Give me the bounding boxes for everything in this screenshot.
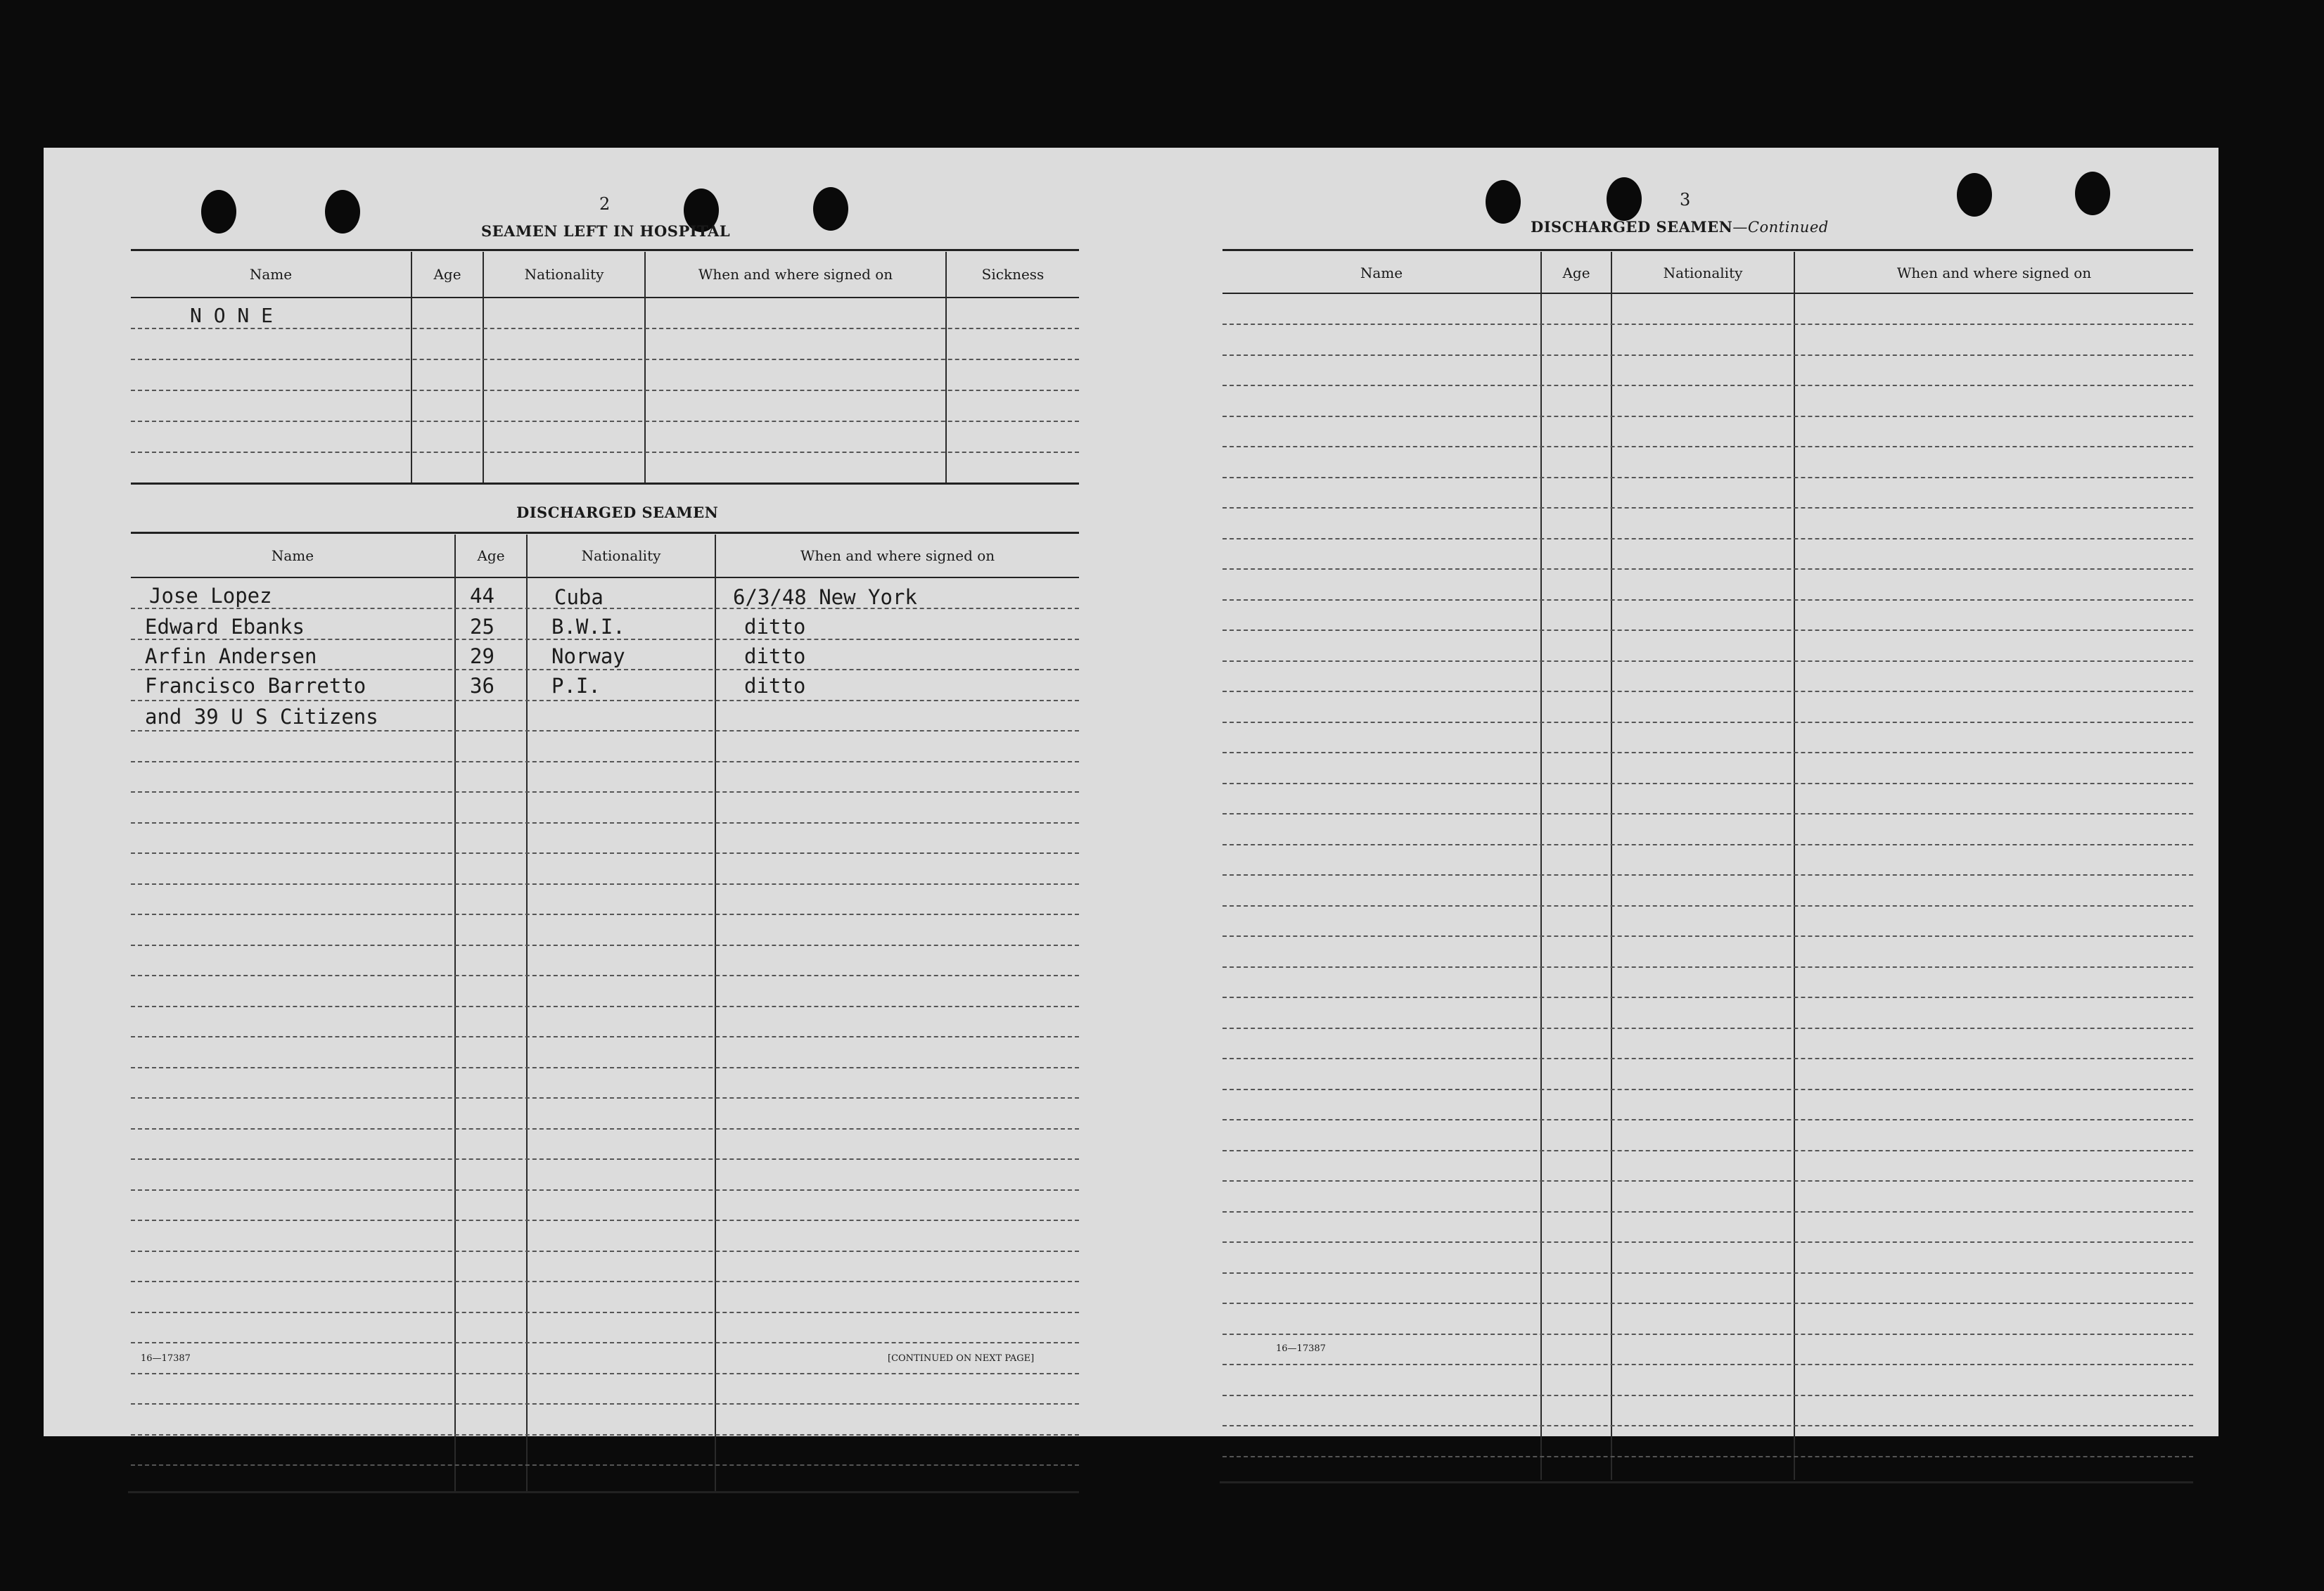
row-3-nationality: Norway: [551, 644, 625, 668]
ruled-line: [1222, 385, 2193, 386]
hospital-col-divider: [411, 252, 412, 483]
ruled-line: [1222, 1456, 2193, 1457]
ruled-line: [131, 359, 1079, 360]
ruled-line: [131, 1220, 1079, 1221]
ruled-line: [1222, 966, 2193, 968]
hospital-table-header-rule: [131, 297, 1079, 298]
ruled-line: [1222, 1119, 2193, 1120]
ruled-line: [1222, 935, 2193, 937]
ruled-line: [1222, 538, 2193, 539]
hospital-col-divider: [945, 252, 947, 483]
ruled-line: [131, 1312, 1079, 1313]
hospital-col-divider: [483, 252, 484, 483]
row-5-name: and 39 U S Citizens: [145, 705, 378, 729]
row-4-name: Francisco Barretto: [145, 674, 366, 698]
ruled-line: [1222, 844, 2193, 845]
ruled-line: [131, 852, 1079, 854]
ruled-line: [1222, 324, 2193, 325]
ruled-line: [131, 1158, 1079, 1160]
ruled-line: [131, 1189, 1079, 1191]
right-col-divider: [1540, 252, 1542, 1480]
ruled-line: [1222, 1425, 2193, 1426]
ruled-line: [131, 700, 1079, 701]
ruled-line: [131, 1128, 1079, 1130]
ruled-line: [1222, 354, 2193, 356]
row-1-age: 44: [470, 584, 494, 608]
ruled-line: [1222, 660, 2193, 662]
ruled-line: [1222, 813, 2193, 814]
right-page: [1183, 148, 2218, 1436]
ruled-line: [131, 608, 1079, 609]
form-number: 16—17387: [141, 1353, 191, 1364]
ruled-line: [131, 1067, 1079, 1068]
discharged-col-divider: [715, 535, 716, 1491]
ruled-line: [1222, 905, 2193, 907]
hospital-none-entry: N O N E: [190, 304, 274, 327]
ruled-line: [131, 1434, 1079, 1436]
right-col-divider: [1611, 252, 1612, 1480]
right-table-bottom-rule: [1220, 1481, 2193, 1483]
ruled-line: [1222, 630, 2193, 631]
row-4-signed-on: ditto: [744, 674, 806, 698]
ruled-line: [1222, 783, 2193, 784]
ruled-line: [1222, 1272, 2193, 1274]
right-header-nationality: Nationality: [1663, 264, 1743, 281]
discharged-header-age: Age: [477, 547, 505, 564]
ruled-line: [1222, 1395, 2193, 1396]
ruled-line: [1222, 446, 2193, 447]
row-4-nationality: P.I.: [551, 674, 601, 698]
row-1-signed-on: 6/3/48 New York: [733, 585, 917, 609]
ruled-line: [1222, 997, 2193, 998]
ruled-line: [1222, 599, 2193, 601]
hospital-header-age: Age: [433, 266, 461, 283]
hospital-header-sickness: Sickness: [981, 266, 1045, 283]
ruled-line: [1222, 874, 2193, 876]
ruled-line: [131, 730, 1079, 731]
ruled-line: [1222, 722, 2193, 723]
right-header-age: Age: [1562, 264, 1590, 281]
ruled-line: [1222, 1303, 2193, 1304]
ruled-line: [1222, 1364, 2193, 1365]
ruled-line: [1222, 1334, 2193, 1335]
hospital-header-name: Name: [249, 266, 293, 283]
row-3-name: Arfin Andersen: [145, 644, 317, 668]
ruled-line: [131, 452, 1079, 453]
ruled-line: [1222, 1180, 2193, 1182]
ruled-line: [131, 975, 1079, 976]
discharged-table-top-rule: [131, 532, 1079, 534]
ruled-line: [1222, 1211, 2193, 1213]
continued-note: [CONTINUED ON NEXT PAGE]: [888, 1353, 1035, 1364]
ruled-line: [131, 1464, 1079, 1466]
ruled-line: [131, 421, 1079, 422]
right-table-header-rule: [1222, 293, 2193, 294]
ruled-line: [131, 1281, 1079, 1282]
row-3-signed-on: ditto: [744, 644, 806, 668]
hospital-section-title: SEAMEN LEFT IN HOSPITAL: [481, 222, 731, 240]
discharged-col-divider: [454, 535, 456, 1491]
hospital-col-divider: [644, 252, 646, 483]
ruled-line: [1222, 568, 2193, 570]
row-1-name: Jose Lopez: [149, 584, 272, 608]
discharged-table-header-rule: [131, 577, 1079, 578]
right-table-top-rule: [1222, 249, 2193, 251]
ruled-line: [131, 945, 1079, 946]
right-header-name: Name: [1360, 264, 1403, 281]
ruled-line: [131, 761, 1079, 762]
row-4-age: 36: [470, 674, 494, 698]
hospital-header-signed-on: When and where signed on: [698, 266, 893, 283]
ruled-line: [131, 1373, 1079, 1374]
ruled-line: [1222, 1089, 2193, 1090]
ruled-line: [131, 914, 1079, 915]
row-2-signed-on: ditto: [744, 615, 806, 639]
ruled-line: [131, 390, 1079, 391]
ruled-line: [131, 669, 1079, 670]
ruled-line: [131, 822, 1079, 824]
page-number: 2: [599, 194, 611, 214]
row-2-age: 25: [470, 615, 494, 639]
ruled-line: [131, 328, 1079, 329]
ruled-line: [1222, 1241, 2193, 1243]
page-number: 3: [1680, 190, 1691, 210]
discharged-header-nationality: Nationality: [581, 547, 661, 564]
row-3-age: 29: [470, 644, 494, 668]
ruled-line: [131, 1403, 1079, 1405]
ruled-line: [1222, 477, 2193, 478]
row-2-nationality: B.W.I.: [551, 615, 625, 639]
discharged-section-title: DISCHARGED SEAMEN: [516, 504, 719, 521]
form-number: 16—17387: [1276, 1343, 1326, 1354]
ruled-line: [1222, 1028, 2193, 1029]
row-2-name: Edward Ebanks: [145, 615, 305, 639]
title-continued: —Continued: [1732, 219, 1829, 236]
left-page: [44, 148, 1127, 1436]
ruled-line: [131, 791, 1079, 793]
ruled-line: [1222, 507, 2193, 509]
hospital-table-top-rule: [131, 249, 1079, 251]
right-header-signed-on: When and where signed on: [1896, 264, 2092, 281]
title-text: DISCHARGED SEAMEN: [1531, 218, 1733, 236]
discharged-continued-title: [1531, 218, 1829, 236]
ruled-line: [131, 1342, 1079, 1343]
discharged-col-divider: [526, 535, 528, 1491]
ruled-line: [1222, 691, 2193, 692]
ruled-line: [131, 1251, 1079, 1252]
discharged-table-bottom-rule: [128, 1491, 1079, 1493]
ruled-line: [1222, 752, 2193, 753]
hospital-header-nationality: Nationality: [524, 266, 604, 283]
hospital-table-bottom-rule: [131, 483, 1079, 485]
ruled-line: [1222, 416, 2193, 417]
ruled-line: [131, 883, 1079, 885]
ruled-line: [1222, 1150, 2193, 1151]
ruled-line: [131, 1097, 1079, 1099]
discharged-header-signed-on: When and where signed on: [800, 547, 995, 564]
discharged-header-name: Name: [271, 547, 314, 564]
ruled-line: [1222, 1058, 2193, 1059]
right-col-divider: [1794, 252, 1795, 1480]
row-1-nationality: Cuba: [554, 585, 604, 609]
ruled-line: [131, 1006, 1079, 1007]
ruled-line: [131, 1036, 1079, 1037]
document-page-spread: [44, 148, 2218, 1436]
